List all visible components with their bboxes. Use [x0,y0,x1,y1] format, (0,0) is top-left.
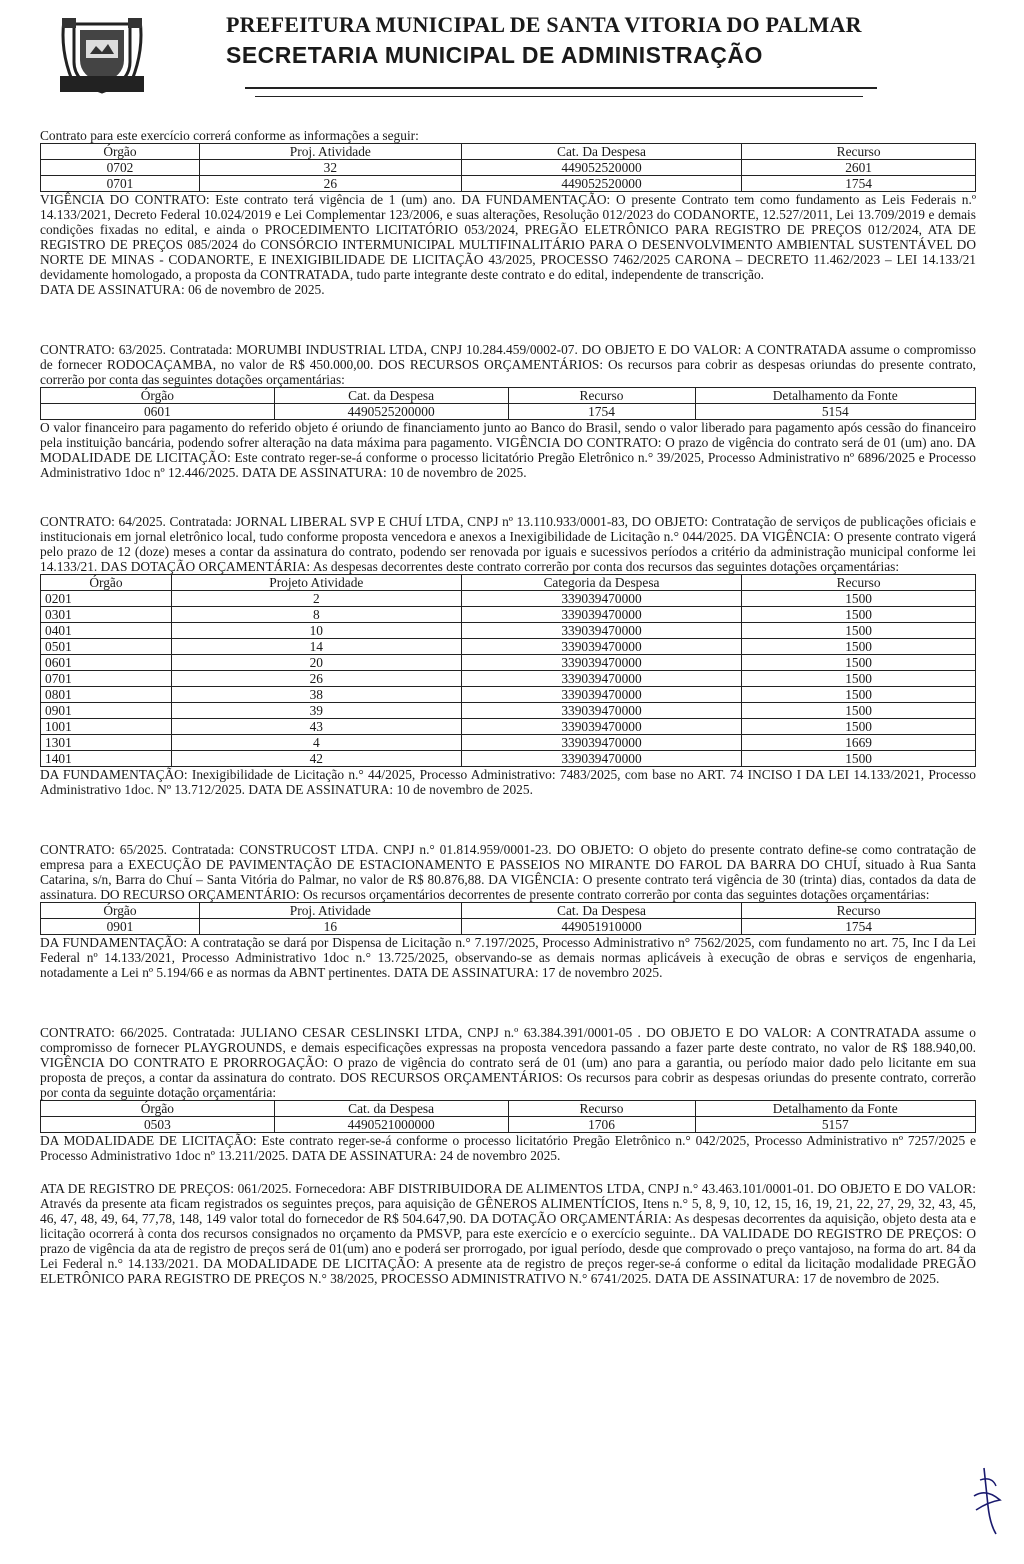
contract-66-budget-table [40,1100,976,1133]
table-header: Órgão [41,903,200,919]
table-cell: 42 [171,751,461,767]
page-header [0,0,1024,112]
contract-63-body-text: O valor financeiro para pagamento do referido objeto é oriundo de financiamento junto ao Banco do Brasil, sendo o valor liberado para pagamento após cessão do financeiro pela instituição bancária, podendo sofrer alteração na data máxima para pagamento. VIGÊNCIA DO CONTRATO: O prazo de vigência do contrato será de 01 (um) ano. DA MODALIDADE DE LICITAÇÃO: Este contrato reger-se-á conforme o processo licitatório Pregão Eletrônico n.° 39/2025, Processo Administrativo nº 6896/2025 e Processo Administrativo 1doc nº 12.446/2025. DATA DE ASSINATURA: 10 de novembro de 2025. [40,420,976,480]
table-cell: 339039470000 [461,623,742,639]
table-row [41,703,976,719]
table-cell: 38 [171,687,461,703]
table-row [41,671,976,687]
table-row [41,607,976,623]
table-cell: 339039470000 [461,719,742,735]
table-header: Proj. Atividade [199,144,461,160]
table-row [41,404,976,420]
table-cell: 1401 [41,751,172,767]
header-department-title: SECRETARIA MUNICIPAL DE ADMINISTRAÇÃO [226,42,763,68]
table-row [41,1117,976,1133]
document-body [40,128,976,1286]
section-contract-66 [40,1025,976,1163]
table-cell: 339039470000 [461,639,742,655]
table-cell: 16 [199,919,461,935]
table-cell: 1301 [41,735,172,751]
table-row [41,655,976,671]
table-header: Cat. da Despesa [274,1101,508,1117]
table-cell: 2 [171,591,461,607]
table-header: Detalhamento da Fonte [695,1101,976,1117]
table-cell: 39 [171,703,461,719]
table-cell: 32 [199,160,461,176]
table-row [41,639,976,655]
intro-signature-date: DATA DE ASSINATURA: 06 de novembro de 2025. [40,282,325,297]
table-header: Cat. Da Despesa [461,903,742,919]
municipal-crest-icon [56,10,148,98]
table-cell: 339039470000 [461,687,742,703]
table-cell: 5157 [695,1117,976,1133]
section-intro [40,128,976,297]
table-cell: 14 [171,639,461,655]
contract-64-lead-text: CONTRATO: 64/2025. Contratada: JORNAL LIBERAL SVP E CHUÍ LTDA, CNPJ nº 13.110.933/0001-83, DO OBJETO: Contratação de serviços de publicações oficiais e institucionais em jornal eletrônico local, tudo conforme proposta vencedora e anexos a Inexigibilidade de Licitação n.° 044/2025. DA VIGÊNCIA: O presente contrato vigerá pelo prazo de 12 (doze) meses a contar da assinatura do contrato, podendo ser renovada por iguais e sucessivos períodos a critério da administração municipal conforme lei 14.133/21. DAS DOTAÇÃO ORÇAMENTÁRIA: As despesas decorrentes deste contrato correrão por conta dos recursos das seguintes dotações orçamentárias: [40,514,976,574]
table-cell: 339039470000 [461,655,742,671]
table-cell: 1500 [742,751,976,767]
table-cell: 339039470000 [461,751,742,767]
table-row [41,160,976,176]
table-cell: 339039470000 [461,607,742,623]
table-row [41,735,976,751]
section-contract-64 [40,514,976,797]
table-cell: 1754 [742,919,976,935]
table-cell: 4 [171,735,461,751]
table-cell: 26 [199,176,461,192]
table-header: Recurso [742,575,976,591]
table-cell: 339039470000 [461,671,742,687]
table-cell: 449052520000 [461,176,742,192]
contract-63-lead-text: CONTRATO: 63/2025. Contratada: MORUMBI INDUSTRIAL LTDA, CNPJ 10.284.459/0002-07. DO OBJETO E DO VALOR: A CONTRATADA assume o compromisso de fornecer RODOCAÇAMBA, no valor de R$ 450.000,00. DOS RECURSOS ORÇAMENTÁRIOS: Os recursos para cobrir as despesas oriundas do presente contrato, correrão por conta das seguintes dotações orçamentárias: [40,342,976,387]
table-cell: 10 [171,623,461,639]
table-cell: 1500 [742,687,976,703]
table-cell: 8 [171,607,461,623]
header-rule-secondary [255,96,863,97]
table-cell: 1754 [508,404,695,420]
table-header: Categoria da Despesa [461,575,742,591]
header-rule [245,87,877,89]
section-ata-061 [40,1181,976,1286]
intro-body-text: VIGÊNCIA DO CONTRATO: Este contrato terá vigência de 1 (um) ano. DA FUNDAMENTAÇÃO: O presente Contrato tem como fundamento as Leis Federais n.º 14.133/2021, Decreto Federal 10.024/2019 e Lei Complementar 123/2006, e suas alterações, Resolução 012/2023 do CODANORTE, 12.527/2011, Lei 13.709/2019 e demais condições fixadas no edital, e ainda o PROCEDIMENTO LICITATÓRIO 053/2024, PREGÃO ELETRÔNICO PARA REGISTRO DE PREÇOS 012/2024, ATA DE REGISTRO DE PREÇOS 085/2024 do CONSÓRCIO INTERMUNICIPAL MULTIFINALITÁRIO PARA O DESENVOLVIMENTO AMBIENTAL SUSTENTÁVEL DO NORTE DE MINAS - CODANORTE, E INEXIGIBILIDADE DE LICITAÇÃO 43/2025, PROCESSO 7462/2025 CARONA – DECRETO 11.462/2023 – LEI 14.133/21 devidamente homologado, a proposta da CONTRATADA, tudo parte integrante deste contrato e do edital, independente de transcrição. [40,192,976,282]
table-row [41,751,976,767]
table-cell: 339039470000 [461,703,742,719]
table-cell: 0501 [41,639,172,655]
table-cell: 1001 [41,719,172,735]
table-cell: 0801 [41,687,172,703]
table-cell: 26 [171,671,461,687]
table-header: Cat. Da Despesa [461,144,742,160]
table-header: Órgão [41,144,200,160]
table-cell: 1754 [742,176,976,192]
table-header: Órgão [41,1101,275,1117]
table-cell: 0702 [41,160,200,176]
table-row [41,176,976,192]
contract-64-table-body [41,591,976,767]
intro-budget-table [40,143,976,192]
table-header: Recurso [508,1101,695,1117]
table-cell: 0901 [41,919,200,935]
table-header: Recurso [742,144,976,160]
table-cell: 1500 [742,639,976,655]
contract-65-body-text: DA FUNDAMENTAÇÃO: A contratação se dará por Dispensa de Licitação n.° 7.197/2025, Processo Administrativo n° 7562/2025, com fundamento no art. 75, Inc I da Lei Federal nº 14.133/2021, Processo Administrativo 1doc n.° 13.725/2025, observando-se as demais normas aplicáveis à execução de obras e serviços de engenharia, notadamente a Lei nº 5.194/66 e as normas da ABNT pertinentes. DATA DE ASSINATURA: 17 de novembro 2025. [40,935,976,980]
table-header: Proj. Atividade [199,903,461,919]
ata-061-text: ATA DE REGISTRO DE PREÇOS: 061/2025. Fornecedora: ABF DISTRIBUIDORA DE ALIMENTOS LTDA, CNPJ n.° 43.463.101/0001-01. DO OBJETO E DO VALOR: Através da presente ata ficam registrados os seguintes preços, para aquisição de GÊNEROS ALIMENTÍCIOS, Itens n.° 5, 8, 9, 10, 12, 15, 16, 19, 21, 22, 27, 29, 32, 43, 45, 46, 47, 48, 49, 64, 77,78, 148, 149 valor total do fornecedor de R$ 504.647,90. DA DOTAÇÃO ORÇAMENTÁRIA: As despesas decorrentes da aquisição, objeto desta ata e licitação ocorrerá à conta dos recursos consignados no orçamento da PMSVP, para este exercício e o exercício seguinte.. DA VALIDADE DO REGISTRO DE PREÇOS: O prazo de vigência da ata de registro de preços será de 01(um) ano e poderá ser prorrogado, por igual período, desde que comprovado o preço vantajoso, na forma do art. 84 da Lei Federal n.° 14.133/2021. DA MODALIDADE DE LICITAÇÃO: A presente ata de registro de preços reger-se-á conforme o edital da licitação modalidade PREGÃO ELETRÔNICO PARA REGISTRO DE PREÇOS N.° 38/2025, PROCESSO ADMINISTRATIVO N.° 6741/2025. DATA DE ASSINATURA: 17 de novembro de 2025. [40,1181,976,1286]
table-cell: 0601 [41,404,275,420]
table-cell: 449051910000 [461,919,742,935]
contract-64-budget-table [40,574,976,767]
table-row [41,591,976,607]
table-header: Recurso [742,903,976,919]
table-cell: 43 [171,719,461,735]
table-cell: 0901 [41,703,172,719]
table-cell: 4490521000000 [274,1117,508,1133]
table-cell: 1500 [742,607,976,623]
contract-64-body-text: DA FUNDAMENTAÇÃO: Inexigibilidade de Licitação n.° 44/2025, Processo Administrativo: 7483/2025, com base no ART. 74 INCISO I DA LEI 14.133/2021, Processo Administrativo 1doc. Nº 13.712/2025. DATA DE ASSINATURA: 10 de novembro de 2025. [40,767,976,797]
table-header: Projeto Atividade [171,575,461,591]
table-cell: 4490525200000 [274,404,508,420]
table-cell: 1500 [742,591,976,607]
table-cell: 339039470000 [461,735,742,751]
table-cell: 1500 [742,623,976,639]
table-cell: 449052520000 [461,160,742,176]
contract-66-body-text: DA MODALIDADE DE LICITAÇÃO: Este contrato reger-se-á conforme o processo licitatório Pregão Eletrônico n.° 042/2025, Processo Administrativo nº 7257/2025 e Processo Administrativo 1doc nº 13.211/2025. DATA DE ASSINATURA: 24 de novembro 2025. [40,1133,976,1163]
table-row [41,719,976,735]
table-cell: 339039470000 [461,591,742,607]
table-cell: 1500 [742,655,976,671]
table-cell: 20 [171,655,461,671]
table-cell: 0301 [41,607,172,623]
section-contract-65 [40,842,976,980]
table-cell: 0701 [41,671,172,687]
contract-63-budget-table [40,387,976,420]
table-cell: 0503 [41,1117,275,1133]
table-cell: 1500 [742,671,976,687]
table-row [41,919,976,935]
header-municipality-title: PREFEITURA MUNICIPAL DE SANTA VITORIA DO PALMAR [226,12,862,37]
table-header: Órgão [41,388,275,404]
contract-66-lead-text: CONTRATO: 66/2025. Contratada: JULIANO CESAR CESLINSKI LTDA, CNPJ n.º 63.384.391/0001-05 . DO OBJETO E DO VALOR: A CONTRATADA assume o compromisso de fornecer PLAYGROUNDS, e demais especificações expressas na proposta vencedora passando a fazer parte deste contrato, no valor de R$ 188.940,00. VIGÊNCIA DO CONTRATO E PRORROGAÇÃO: O prazo de vigência do contrato será de 01 (um) ano para a garantia, ou período maior dado pelo licitante em sua proposta de preços, a contar da assinatura do contrato. DOS RECURSOS ORÇAMENTÁRIOS: Os recursos para cobrir as despesas oriundas do presente contrato, correrão por conta da seguinte dotação orçamentária: [40,1025,976,1100]
table-cell: 0401 [41,623,172,639]
table-header: Detalhamento da Fonte [695,388,976,404]
table-row [41,687,976,703]
table-cell: 0201 [41,591,172,607]
table-cell: 1706 [508,1117,695,1133]
table-cell: 1500 [742,719,976,735]
table-cell: 0701 [41,176,200,192]
table-header: Órgão [41,575,172,591]
table-cell: 5154 [695,404,976,420]
table-cell: 1500 [742,703,976,719]
table-cell: 1669 [742,735,976,751]
contract-65-lead-text: CONTRATO: 65/2025. Contratada: CONSTRUCOST LTDA. CNPJ n.° 01.814.959/0001-23. DO OBJETO: O objeto do presente contrato define-se como contratação de empresa para a EXECUÇÃO DE PAVIMENTAÇÃO DE ESTACIONAMENTO E PASSEIOS NO MIRANTE DO FAROL DA BARRA DO CHUÍ, situado à Rua Santa Catarina, s/n, Barra do Chuí – Santa Vitória do Palmar, no valor de R$ 80.876,88. DA VIGÊNCIA: O presente contrato terá vigência de 30 (trinta) dias, contados da data de assinatura. DO RECURSO ORÇAMENTÁRIO: Os recursos orçamentários decorrentes de presente contrato correrão por conta das seguintes dotações orçamentárias: [40,842,976,902]
intro-lead-text: Contrato para este exercício correrá conforme as informações a seguir: [40,128,419,143]
table-row [41,623,976,639]
table-header: Cat. da Despesa [274,388,508,404]
section-contract-63 [40,342,976,480]
table-cell: 0601 [41,655,172,671]
contract-65-budget-table [40,902,976,935]
handwritten-signature [966,1466,1006,1536]
table-header: Recurso [508,388,695,404]
table-cell: 2601 [742,160,976,176]
